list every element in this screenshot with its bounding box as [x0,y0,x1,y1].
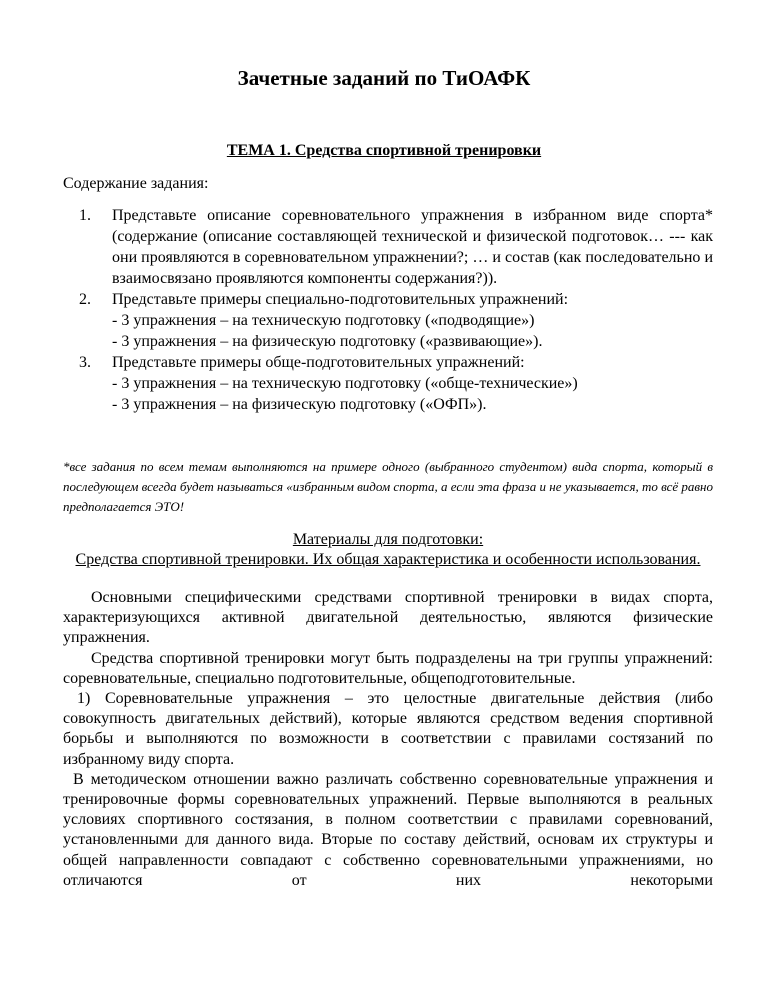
task-text: Представьте описание соревновательного упражнения в избранном виде спорта* (содержание (описание составляющей технической и физической подготовок… --- как они проявляются в соревновательном упражнении?; … и состав (как последовательно и взаимосвязано проявляются компоненты содержания?)). [112,207,713,287]
list-number: 2. [79,291,91,308]
paragraph: Основными специфическими средствами спортивной тренировки в видах спорта, характеризующихся активной двигательной деятельностью, являются физические упражнения. [63,589,713,647]
task-subitem: - 3 упражнения – на техническую подготовку («обще-технические») [112,375,578,392]
task-text: Представьте примеры обще-подготовительных упражнений: [112,354,525,371]
page-title: Зачетные заданий по ТиОАФК [237,66,531,90]
task-subitem: - 3 упражнения – на физическую подготовку («развивающие»). [112,333,543,350]
list-item [63,352,713,415]
task-list [63,205,713,415]
body-text [63,588,713,891]
task-text: Представьте примеры специально-подготовительных упражнений: [112,291,569,308]
list-item [63,289,713,352]
paragraph: 1) Соревновательные упражнения – это целостные двигательные действия (либо совокупность двигательных действий), которые являются средством ведения спортивной борьбы и выполняются по возможности в соответствии с правилами состязаний по избранному виду спорта. [63,690,713,768]
task-intro: Содержание задания: [63,175,209,192]
topic-heading: ТЕМА 1. Средства спортивной тренировки [226,142,542,159]
materials-subtitle: Средства спортивной тренировки. Их общая характеристика и особенности использования. [75,551,701,568]
list-item [63,205,713,289]
task-subitem: - 3 упражнения – на физическую подготовку («ОФП»). [112,396,487,413]
footnote: *все задания по всем темам выполняются на примере одного (выбранного студентом) вида спорта, который в последующем всегда будет называться «избранным видом спорта, а если эта фраза и не указывается, то всё равно предполагается ЭТО! [63,459,713,514]
paragraph: В методическом отношении важно различать собственно соревновательные упражнения и тренировочные формы соревновательных упражнений. Первые выполняются в реальных условиях спортивного состязания, в полном соответствии с правилами соревнований, установленными для данного вида. Вторые по составу действий, основам их структуры и общей направленности совпадают с собственно соревновательными упражнениями, но отличаются от них некоторыми [63,770,713,889]
materials-title: Материалы для подготовки: [292,531,484,548]
materials-heading [63,530,713,570]
task-subitem: - 3 упражнения – на техническую подготовку («подводящие») [112,312,535,329]
list-number: 3. [79,354,91,371]
list-number: 1. [79,207,91,224]
paragraph: Средства спортивной тренировки могут быть подразделены на три группы упражнений: соревновательные, специально подготовительные, общеподготовительные. [63,649,713,687]
